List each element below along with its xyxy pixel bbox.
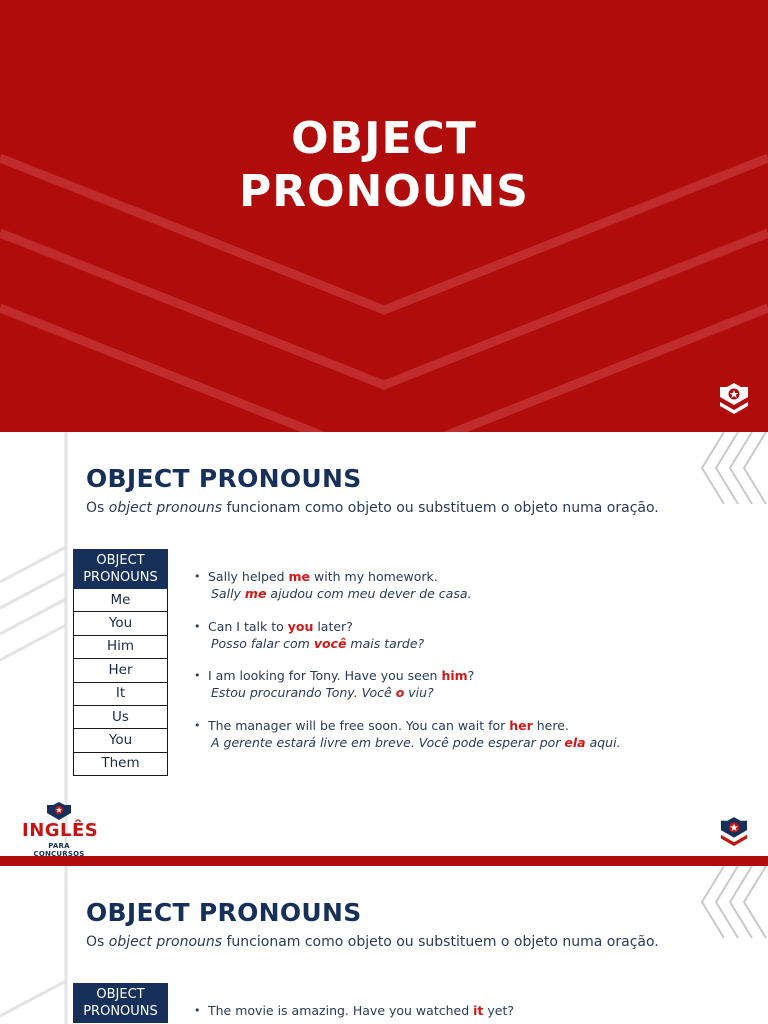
table-header-line2: PRONOUNS [83,570,158,585]
cover-slide [0,0,768,432]
table-header-line1: OBJECT [96,553,145,568]
logo-word: INGLÊS [22,820,99,841]
subtitle-pre: Os [86,500,109,516]
en-highlight: her [509,717,533,733]
left-deco-lines [0,432,70,856]
example-english [208,1002,754,1019]
cover-title-line1: OBJECT [291,113,477,164]
cover-title [0,112,768,218]
subtitle-pre: Os [86,934,109,950]
left-deco-lines [0,866,70,1024]
example-english [208,667,754,684]
en-pre: The movie is amazing. Have you watched [208,1003,474,1018]
slide-subtitle [86,934,659,950]
shield-badge-icon [719,383,749,415]
pt-post: mais tarde? [346,635,425,651]
table-header-line1: OBJECT [96,987,145,1002]
pronoun-cell: Her [74,659,168,682]
en-pre: Can I talk to [208,618,288,634]
pronoun-cell: You [74,729,168,752]
subtitle-emphasis: object pronouns [108,934,223,950]
en-post: with my homework. [310,569,438,584]
example-item [194,568,754,602]
pt-pre: Posso falar com [211,635,314,651]
en-pre: I am looking for Tony. Have you seen [208,668,442,683]
table-header-line2: PRONOUNS [83,1004,158,1019]
en-post: ? [467,668,475,683]
logo-shield-icon [46,802,72,822]
pt-highlight: ela [564,734,586,750]
pt-highlight: o [395,685,405,700]
pt-highlight: me [244,586,267,601]
table-header [74,984,168,1023]
pt-post: ajudou com meu dever de casa. [266,586,472,601]
pronoun-cell: Them [74,752,168,775]
pt-pre: Estou procurando Tony. Você [211,685,396,700]
example-item [194,717,754,751]
example-list [194,568,754,766]
example-item [194,667,754,701]
content-slide-2 [0,866,768,1024]
en-highlight: him [441,668,468,683]
pronoun-cell: It [74,682,168,705]
example-portuguese [208,734,754,751]
example-portuguese [208,684,754,701]
example-portuguese [208,635,754,652]
example-item [194,618,754,652]
en-post: yet? [483,1003,514,1018]
right-chevron-deco [698,866,768,986]
cover-title-line2: PRONOUNS [238,166,529,217]
en-highlight: me [288,569,311,584]
en-highlight: it [473,1003,484,1018]
subtitle-post: funcionam como objeto ou substituem o objeto numa oração. [222,500,659,516]
pt-pre: Sally [211,586,245,601]
example-english [208,568,754,585]
slide-separator [0,856,768,866]
slide-subtitle [86,500,659,516]
pronoun-table [73,983,168,1023]
shield-badge-icon [720,816,748,848]
right-chevron-deco [698,432,768,552]
ingles-para-concursos-logo [22,802,102,854]
pt-pre: A gerente estará livre em breve. Você pode esperar por [211,734,565,750]
pt-highlight: você [313,635,347,651]
example-portuguese [208,585,754,602]
pronoun-table [73,549,168,776]
table-header [74,550,168,589]
en-pre: The manager will be free soon. You can wait for [208,717,510,733]
slide-title: OBJECT PRONOUNS [86,898,362,927]
example-list [194,1002,754,1024]
pronoun-cell: Me [74,589,168,612]
slide-title: OBJECT PRONOUNS [86,464,362,493]
en-pre: Sally helped [208,569,289,584]
logo-subtitle: PARA CONCURSOS [33,842,85,856]
content-slide-1 [0,432,768,856]
pronoun-cell: Him [74,635,168,658]
example-item [194,1002,754,1019]
en-highlight: you [287,618,314,634]
subtitle-emphasis: object pronouns [108,500,223,516]
pronoun-cell: Us [74,705,168,728]
pt-post: viu? [404,685,434,700]
pronoun-cell: You [74,612,168,635]
subtitle-post: funcionam como objeto ou substituem o objeto numa oração. [222,934,659,950]
example-english [208,618,754,635]
en-post: here. [532,717,569,733]
en-post: later? [313,618,353,634]
pt-post: aqui. [585,734,621,750]
example-english [208,717,754,734]
